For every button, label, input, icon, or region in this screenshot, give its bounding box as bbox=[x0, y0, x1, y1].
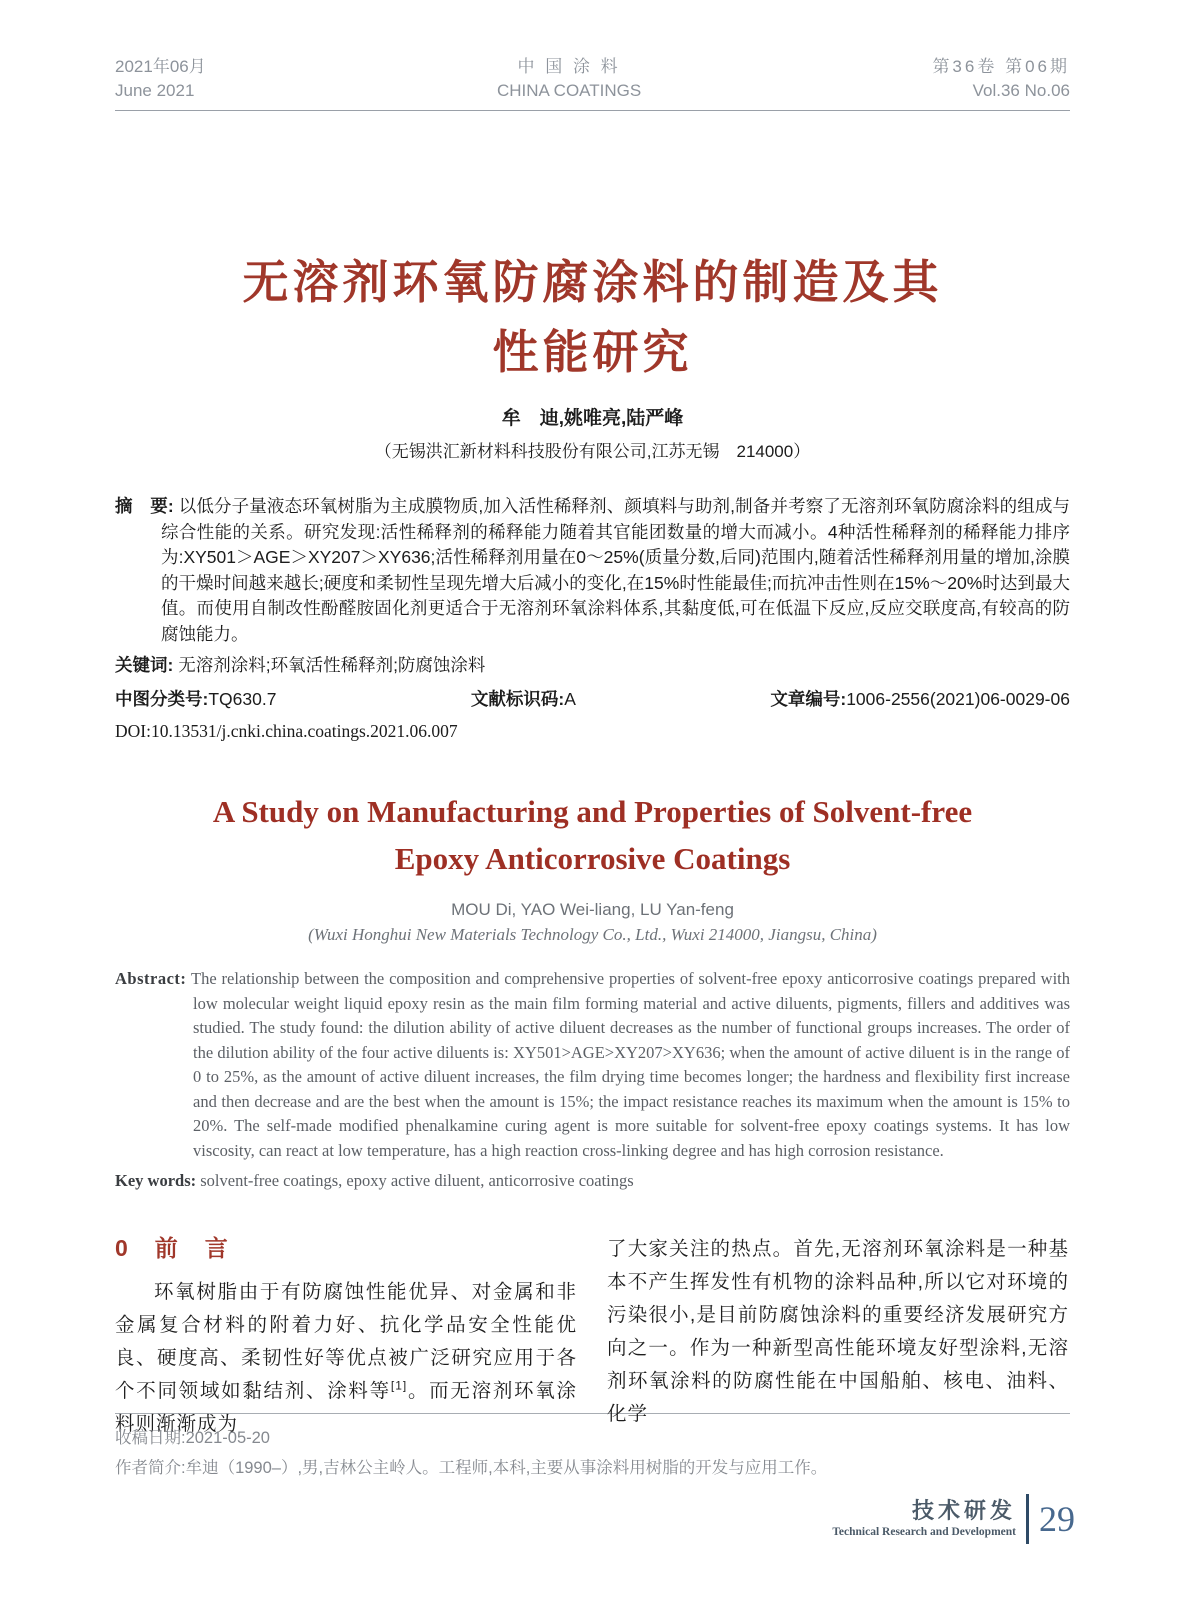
journal-name-en: CHINA COATINGS bbox=[496, 81, 642, 100]
author-bio: 作者简介:牟迪（1990–）,男,吉林公主岭人。工程师,本科,主要从事涂料用树脂的开发与应用工作。 bbox=[115, 1459, 828, 1477]
abstract-en-text: The relationship between the composition and comprehensive properties of solvent-free epoxy anticorrosive coatings prepared with low molecular weight liquid epoxy resin as the main film forming material and active diluents, pigments, fillers and additives was studied. The study found: the dilution ability of active diluent decreases as the number of functional groups increases. The order of the dilution ability of the four active diluents is: XY501>AGE>XY207>XY636; when the amount of active diluent is in the range of 0 to 25%, as the amount of active diluent increases, the film drying time becomes longer; the hardness and flexibility first increase and then decrease and are the best when the amount is 15%; the impact resistance reaches its maximum when the amount is 15% to 20%. The self-made modified phenalkamine curing agent is more suitable for solvent-free epoxy coatings systems. It has low viscosity, can react at low temperature, has a high reaction cross-linking degree and has high corrosion resistance. bbox=[190, 969, 1071, 1160]
authors-en: MOU Di, YAO Wei-liang, LU Yan-feng bbox=[451, 900, 734, 919]
article-title-en-line1: A Study on Manufacturing and Properties of Solvent-free bbox=[212, 794, 973, 829]
section-0-heading: 0 前 言 bbox=[115, 1235, 230, 1261]
clc-number bbox=[115, 686, 276, 711]
article-title-en-line2: Epoxy Anticorrosive Coatings bbox=[394, 841, 791, 876]
issue-cn: 第36卷 第06期 bbox=[932, 57, 1070, 76]
affiliation-en: (Wuxi Honghui New Materials Technology Co., Ltd., Wuxi 214000, Jiangsu, China) bbox=[308, 925, 877, 944]
body-column-right bbox=[607, 1233, 1069, 1425]
received-date: 收稿日期:2021-05-20 bbox=[115, 1429, 270, 1447]
body-columns bbox=[115, 1233, 1070, 1435]
document-code bbox=[471, 686, 576, 711]
date-en: June 2021 bbox=[115, 81, 195, 100]
intro-left-text-cont: 。而无溶剂环氧涂料则渐渐成为 bbox=[115, 1380, 577, 1435]
abstract-cn-text: 以低分子量液态环氧树脂为主成膜物质,加入活性稀释剂、颜填料与助剂,制备并考察了无溶剂环氧防腐涂料的组成与综合性能的关系。研究发现:活性稀释剂的稀释能力随着其官能团数量的增大而减小。4种活性稀释剂的稀释能力排序为:XY501＞AGE＞XY207＞XY636;活性稀释剂用量在0～25%(质量分数,后同)范围内,随着活性稀释剂用量的增加,涂膜的干燥时间越来越长;硬度和柔韧性呈现先增大后减小的变化,在15%时性能最佳;而抗冲击性则在15%～20%时达到最大值。而使用自制改性酚醛胺固化剂更适合于无溶剂环氧涂料体系,其黏度低,可在低温下反应,反应交联度高,有较高的防腐蚀能力。 bbox=[161, 496, 1070, 644]
article-id-label: 文章编号: bbox=[770, 689, 847, 709]
page-number: 29 bbox=[1039, 1499, 1075, 1539]
column-title-cn: 技术研发 bbox=[911, 1498, 1016, 1523]
abstract-cn-label: 摘 要: bbox=[115, 496, 174, 516]
clc-label: 中图分类号: bbox=[115, 689, 209, 709]
issue-en: Vol.36 No.06 bbox=[972, 81, 1070, 100]
running-head-date bbox=[115, 55, 206, 103]
article-title-cn bbox=[115, 247, 1070, 387]
intro-paragraph-right: 了大家关注的热点。首先,无溶剂环氧涂料是一种基本不产生挥发性有机物的涂料品种,所以它对环境的污染很小,是目前防腐蚀涂料的重要经济发展研究方向之一。作为一种新型高性能环境友好型涂料,无溶剂环氧涂料的防腐性能在中国船舶、核电、油料、化学 bbox=[607, 1238, 1069, 1425]
body-column-left bbox=[115, 1233, 577, 1435]
intro-paragraph-left bbox=[115, 1276, 577, 1441]
keywords-cn-label: 关键词: bbox=[115, 655, 174, 675]
reference-superscript: [1] bbox=[390, 1378, 408, 1393]
doc-code-label: 文献标识码: bbox=[470, 689, 565, 709]
abstract-en bbox=[115, 967, 1070, 1163]
running-head bbox=[115, 55, 1070, 111]
abstract-cn bbox=[115, 494, 1070, 647]
journal-name-cn: 中 国 涂 料 bbox=[517, 57, 621, 76]
keywords-en-label: Key words: bbox=[115, 1171, 197, 1190]
keywords-cn-text: 无溶剂涂料;环氧活性稀释剂;防腐蚀涂料 bbox=[178, 655, 486, 675]
keywords-en-text: solvent-free coatings, epoxy active diluent, anticorrosive coatings bbox=[200, 1171, 634, 1190]
affiliation-cn: （无锡洪汇新材料科技股份有限公司,江苏无锡 214000） bbox=[374, 442, 811, 461]
page-footer bbox=[832, 1494, 1075, 1544]
intro-left-text: 环氧树脂由于有防腐蚀性能优异、对金属和非金属复合材料的附着力好、抗化学品安全性能优良、硬度高、柔韧性好等优点被广泛研究应用于各个不同领域如黏结剂、涂料等 bbox=[115, 1281, 577, 1402]
authors-cn: 牟 迪,姚唯亮,陆严峰 bbox=[501, 408, 684, 429]
running-head-journal bbox=[497, 55, 641, 103]
running-head-issue bbox=[932, 55, 1070, 103]
doc-code-value: A bbox=[564, 689, 576, 709]
abstract-en-label: Abstract: bbox=[115, 969, 187, 988]
keywords-en bbox=[115, 1171, 1070, 1191]
date-cn: 2021年06月 bbox=[115, 57, 206, 76]
doi: DOI:10.13531/j.cnki.china.coatings.2021.06.007 bbox=[115, 721, 458, 741]
column-title bbox=[832, 1498, 1026, 1540]
article-id-value: 1006-2556(2021)06-0029-06 bbox=[846, 689, 1070, 709]
column-title-en: Technical Research and Development bbox=[832, 1526, 1016, 1538]
classification-row bbox=[115, 686, 1070, 711]
article-title-cn-line2: 性能研究 bbox=[492, 326, 693, 378]
article-id bbox=[770, 686, 1070, 711]
clc-value: TQ630.7 bbox=[208, 689, 277, 709]
article-title-en bbox=[115, 788, 1070, 882]
article-title-cn-line1: 无溶剂环氧防腐涂料的制造及其 bbox=[242, 256, 943, 308]
keywords-cn bbox=[115, 652, 1070, 677]
